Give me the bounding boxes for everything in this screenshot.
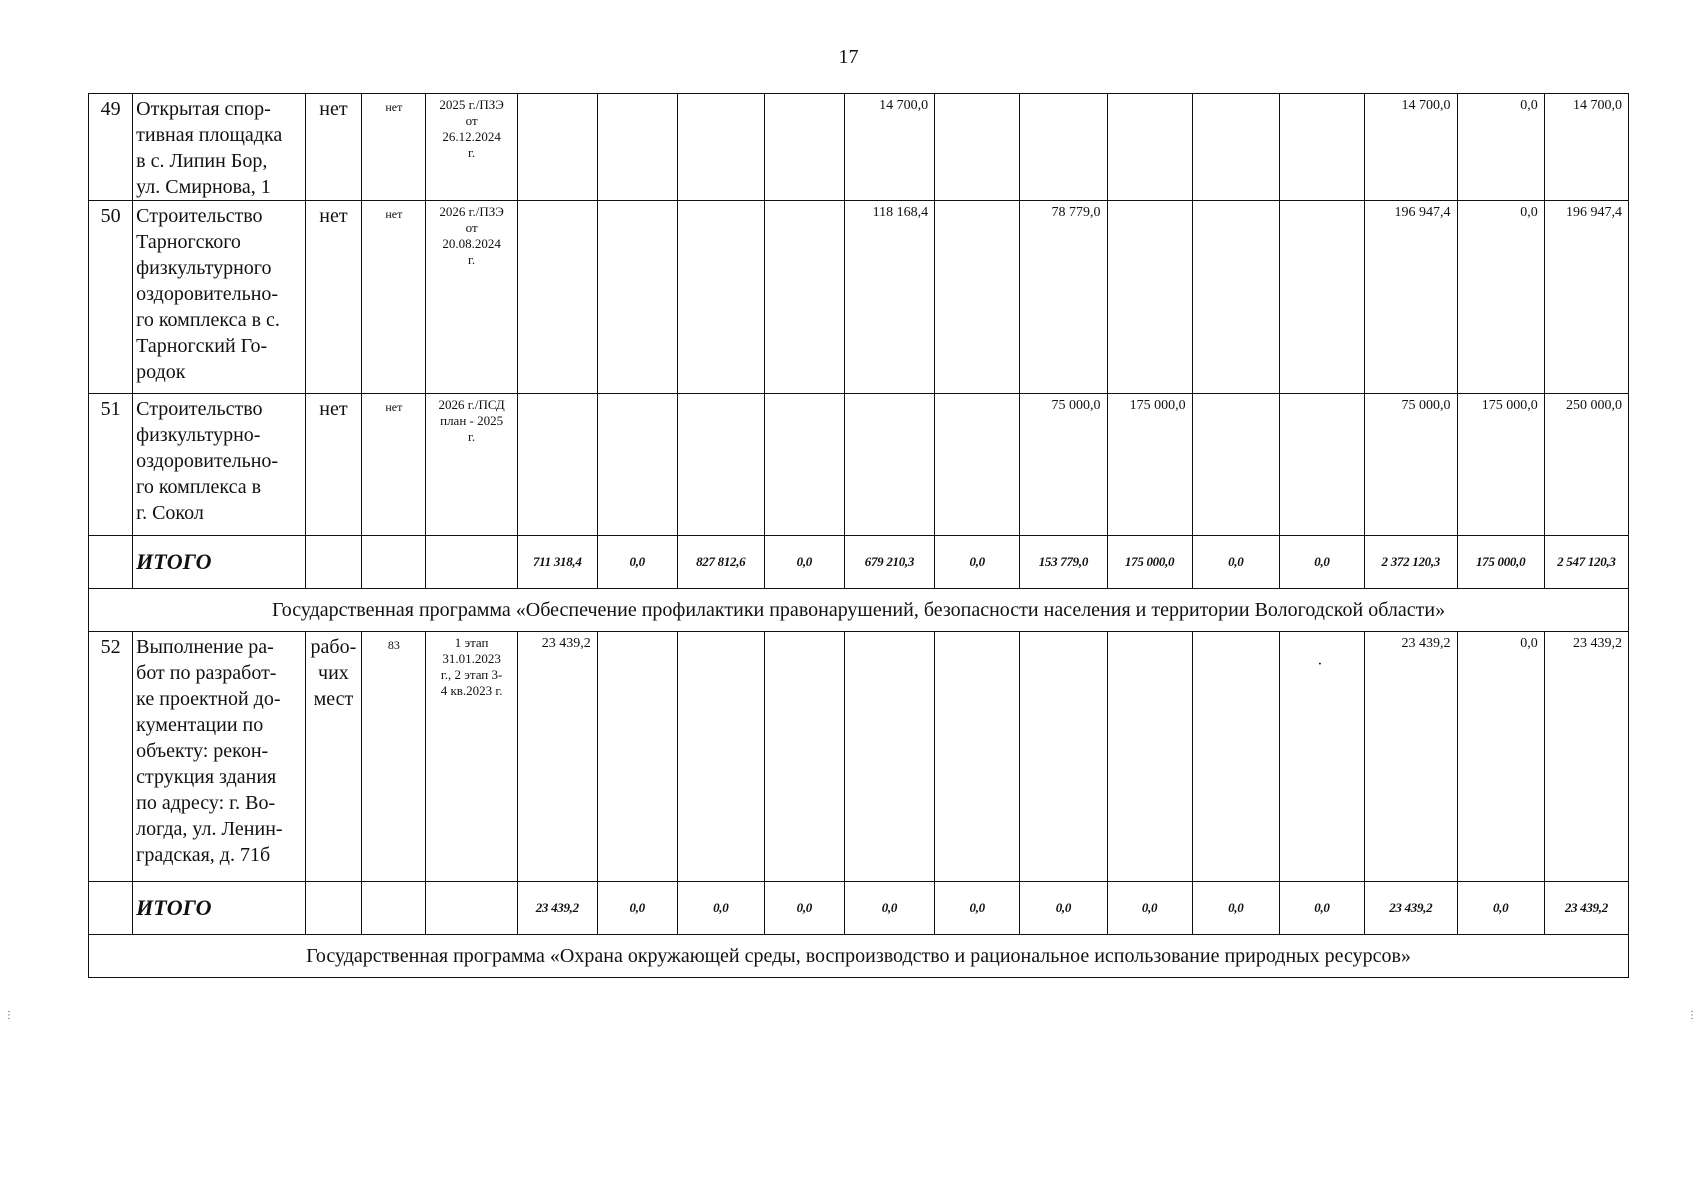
total-value: 23 439,2	[1365, 882, 1458, 935]
funding-value	[1020, 632, 1107, 882]
capacity-value: нет	[362, 394, 426, 536]
total-empty	[89, 536, 133, 589]
capacity-value: 83	[362, 632, 426, 882]
total-value: 0,0	[935, 536, 1020, 589]
funding-value	[844, 394, 934, 536]
object-name-line: в с. Липин Бор,	[136, 150, 268, 172]
funding-value: 196 947,4	[1544, 201, 1628, 394]
period-status-line: 2026 г./ПСД	[438, 397, 505, 412]
capacity-unit	[305, 632, 362, 882]
period-status-line: 2026 г./ПЗЭ	[439, 204, 504, 219]
capacity-unit-line: рабо-	[310, 636, 357, 658]
funding-value	[764, 201, 844, 394]
capacity-unit-line: нет	[319, 398, 348, 420]
funding-value: 14 700,0	[1544, 94, 1628, 201]
stray-mark: ·	[1317, 656, 1323, 673]
total-empty	[305, 882, 362, 935]
funding-value	[1279, 632, 1364, 882]
funding-value	[1107, 94, 1192, 201]
period-status-line: г.	[468, 252, 476, 267]
capacity-value: нет	[362, 201, 426, 394]
total-value: 153 779,0	[1020, 536, 1107, 589]
object-name-line: по адресу: г. Во-	[136, 792, 276, 814]
total-label: ИТОГО	[133, 882, 305, 935]
funding-value: 0,0	[1457, 201, 1544, 394]
total-value: 0,0	[1192, 882, 1279, 935]
row-number: 52	[89, 632, 133, 882]
funding-value: 175 000,0	[1457, 394, 1544, 536]
object-name-line: Открытая спор-	[136, 98, 271, 120]
table-row	[89, 94, 1629, 201]
funding-value	[677, 632, 764, 882]
total-empty	[362, 536, 426, 589]
funding-value	[1020, 94, 1107, 201]
funding-value	[597, 94, 677, 201]
funding-value	[597, 201, 677, 394]
object-name	[133, 94, 305, 201]
object-name-line: физкультурного	[136, 257, 272, 279]
period-status-line: 4 кв.2023 г.	[440, 683, 503, 698]
total-value: 0,0	[764, 536, 844, 589]
object-name-line: ке проектной до-	[136, 688, 281, 710]
funding-value: 23 439,2	[517, 632, 597, 882]
object-name-line: родок	[136, 361, 186, 383]
funding-value: 0,0	[1457, 632, 1544, 882]
funding-value	[677, 394, 764, 536]
funding-value	[597, 632, 677, 882]
object-name-line: градская, д. 71б	[136, 844, 271, 866]
total-value: 175 000,0	[1107, 536, 1192, 589]
period-status	[426, 394, 517, 536]
total-value: 0,0	[1457, 882, 1544, 935]
capacity-unit-line: чих	[318, 662, 349, 684]
funding-value: 175 000,0	[1107, 394, 1192, 536]
total-value: 0,0	[597, 536, 677, 589]
funding-value: 75 000,0	[1020, 394, 1107, 536]
investment-table	[88, 93, 1629, 978]
total-empty	[362, 882, 426, 935]
program-header-row	[89, 935, 1629, 978]
object-name-line: Строительство	[136, 205, 263, 227]
object-name-line: логда, ул. Ленин-	[136, 818, 283, 840]
object-name-line: бот по разработ-	[136, 662, 277, 684]
page-number: 17	[838, 46, 859, 68]
funding-value	[677, 94, 764, 201]
object-name-line: Выполнение ра-	[136, 636, 274, 658]
funding-value: 14 700,0	[1365, 94, 1458, 201]
object-name-line: г. Сокол	[136, 502, 204, 524]
total-value: 0,0	[764, 882, 844, 935]
object-name-line: го комплекса в	[136, 476, 262, 498]
period-status-line: от	[465, 113, 478, 128]
total-value: 827 812,6	[677, 536, 764, 589]
period-status-line: 1 этап	[454, 635, 489, 650]
total-value: 175 000,0	[1457, 536, 1544, 589]
object-name-line: ул. Смирнова, 1	[136, 176, 271, 198]
funding-value	[844, 632, 934, 882]
total-value: 679 210,3	[844, 536, 934, 589]
total-row	[89, 536, 1629, 589]
total-value: 0,0	[1192, 536, 1279, 589]
object-name	[133, 394, 305, 536]
period-status	[426, 94, 517, 201]
funding-value: 14 700,0	[844, 94, 934, 201]
total-empty	[426, 882, 517, 935]
object-name-line: Тарногского	[136, 231, 241, 253]
total-value: 0,0	[1107, 882, 1192, 935]
funding-value	[517, 201, 597, 394]
total-value: 0,0	[844, 882, 934, 935]
row-number: 51	[89, 394, 133, 536]
period-status-line: г., 2 этап 3-	[440, 667, 503, 682]
object-name-line: оздоровительно-	[136, 450, 279, 472]
scan-edge-mark: ⋮	[1687, 1010, 1697, 1021]
funding-value: 250 000,0	[1544, 394, 1628, 536]
funding-value	[935, 632, 1020, 882]
capacity-unit	[305, 201, 362, 394]
period-status-line: 2025 г./ПЗЭ	[439, 97, 504, 112]
object-name-line: тивная площадка	[136, 124, 283, 146]
period-status-line: 31.01.2023	[442, 651, 501, 666]
total-value: 2 547 120,3	[1544, 536, 1628, 589]
funding-value: 0,0	[1457, 94, 1544, 201]
row-number: 50	[89, 201, 133, 394]
total-empty	[89, 882, 133, 935]
total-value: 711 318,4	[517, 536, 597, 589]
funding-value: 75 000,0	[1365, 394, 1458, 536]
total-empty	[305, 536, 362, 589]
funding-value	[1279, 201, 1364, 394]
funding-value	[1279, 394, 1364, 536]
period-status-line: г.	[468, 145, 476, 160]
period-status	[426, 201, 517, 394]
object-name-line: физкультурно-	[136, 424, 261, 446]
object-name	[133, 632, 305, 882]
funding-value: 23 439,2	[1365, 632, 1458, 882]
scan-edge-mark: ⋮	[4, 1010, 14, 1021]
funding-value	[517, 394, 597, 536]
capacity-unit-line: нет	[319, 205, 348, 227]
table-body	[89, 94, 1629, 978]
total-empty	[426, 536, 517, 589]
total-value: 0,0	[935, 882, 1020, 935]
funding-value	[764, 394, 844, 536]
table-row	[89, 394, 1629, 536]
funding-value: 23 439,2	[1544, 632, 1628, 882]
object-name-line: го комплекса в с.	[136, 309, 280, 331]
funding-value	[1279, 94, 1364, 201]
total-row	[89, 882, 1629, 935]
funding-value	[935, 201, 1020, 394]
period-status-line: план - 2025	[440, 413, 504, 428]
total-value: 0,0	[677, 882, 764, 935]
funding-value	[677, 201, 764, 394]
table-row	[89, 632, 1629, 882]
object-name-line: Строительство	[136, 398, 263, 420]
total-value: 0,0	[1279, 536, 1364, 589]
funding-value: 118 168,4	[844, 201, 934, 394]
funding-value	[1107, 632, 1192, 882]
period-status-line: 20.08.2024	[442, 236, 501, 251]
capacity-unit-line: нет	[319, 98, 348, 120]
period-status-line: от	[465, 220, 478, 235]
table-row	[89, 201, 1629, 394]
funding-value	[1192, 632, 1279, 882]
funding-value	[597, 394, 677, 536]
funding-value	[935, 394, 1020, 536]
object-name-line: оздоровительно-	[136, 283, 279, 305]
funding-value	[1192, 94, 1279, 201]
capacity-unit	[305, 94, 362, 201]
total-value: 2 372 120,3	[1365, 536, 1458, 589]
period-status	[426, 632, 517, 882]
total-value: 0,0	[1020, 882, 1107, 935]
program-title: Государственная программа «Охрана окружающей среды, воспроизводство и рациональное использование природных ресурсов»	[89, 935, 1629, 978]
funding-value	[935, 94, 1020, 201]
object-name-line: кументации по	[136, 714, 264, 736]
period-status-line: г.	[468, 429, 476, 444]
total-value: 0,0	[1279, 882, 1364, 935]
funding-value	[1192, 394, 1279, 536]
funding-value	[1192, 201, 1279, 394]
funding-value	[764, 94, 844, 201]
capacity-unit	[305, 394, 362, 536]
period-status-line: 26.12.2024	[442, 129, 501, 144]
program-title: Государственная программа «Обеспечение профилактики правонарушений, безопасности населения и территории Вологодской области»	[89, 589, 1629, 632]
total-label: ИТОГО	[133, 536, 305, 589]
object-name	[133, 201, 305, 394]
total-value: 23 439,2	[1544, 882, 1628, 935]
funding-value: 196 947,4	[1365, 201, 1458, 394]
total-value: 23 439,2	[517, 882, 597, 935]
object-name-line: Тарногский Го-	[136, 335, 268, 357]
object-name-line: объекту: рекон-	[136, 740, 269, 762]
capacity-value: нет	[362, 94, 426, 201]
funding-value	[517, 94, 597, 201]
funding-value	[764, 632, 844, 882]
total-value: 0,0	[597, 882, 677, 935]
funding-value	[1107, 201, 1192, 394]
program-header-row	[89, 589, 1629, 632]
funding-value: 78 779,0	[1020, 201, 1107, 394]
capacity-unit-line: мест	[313, 688, 354, 710]
object-name-line: струкция здания	[136, 766, 277, 788]
row-number: 49	[89, 94, 133, 201]
